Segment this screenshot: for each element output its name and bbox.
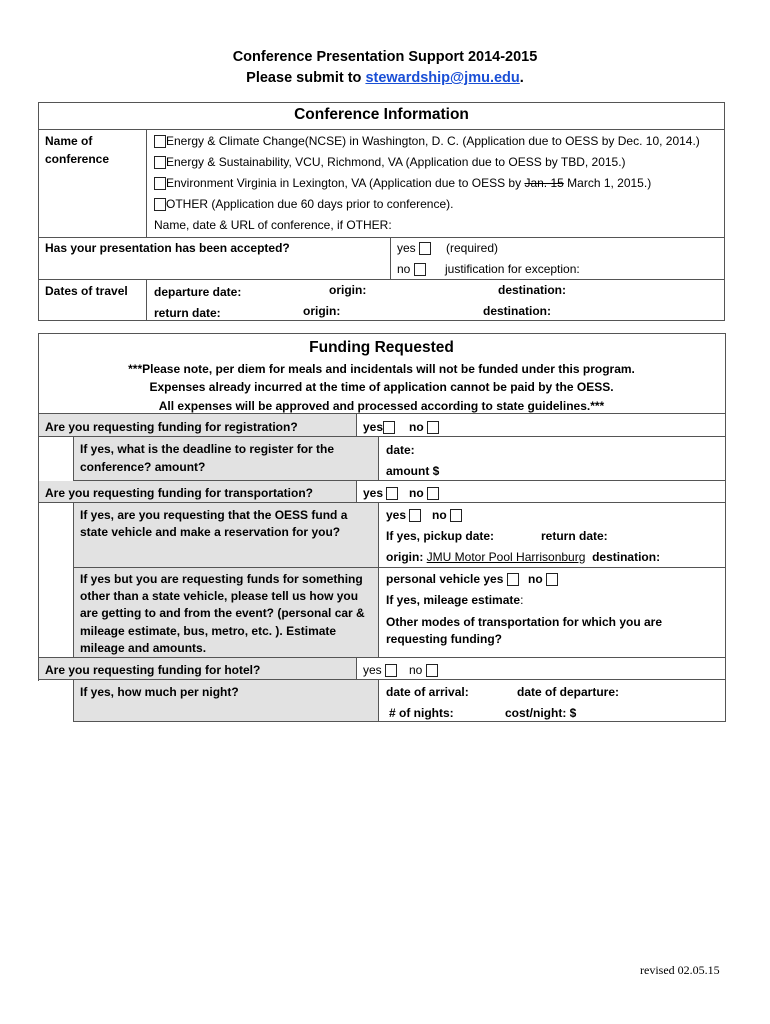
registration-no-checkbox[interactable] <box>427 421 439 434</box>
hotel-yes[interactable] <box>363 663 397 677</box>
registration-amount-label: amount $ <box>386 464 440 478</box>
funding-heading: Funding Requested <box>309 339 454 356</box>
hotel-no-label: no <box>409 663 423 677</box>
departure-destination-label: destination: <box>498 283 566 297</box>
conference-option-ncse[interactable] <box>154 134 700 148</box>
other-modes-q-1: Other modes of transportation for which you are <box>386 615 663 629</box>
return-date-label: return date: <box>154 306 221 320</box>
registration-yes-label: yes <box>363 420 384 434</box>
option-vcu-text: Energy & Sustainability, VCU, Richmond, VA (Application due to OESS by TBD, 2015.) <box>166 155 626 169</box>
hotel-per-night-q: If yes, how much per night? <box>80 685 239 699</box>
arrival-date-label: date of arrival: <box>386 685 469 699</box>
registration-no[interactable] <box>409 420 439 434</box>
registration-deadline-q-1: If yes, what is the deadline to register for the <box>80 442 335 456</box>
state-vehicle-q-1: If yes, are you requesting that the OESS fund a <box>80 508 348 522</box>
return-destination-label: destination: <box>483 304 551 318</box>
other-vehicle-q-3: are getting to and from the event? (personal car & <box>80 606 365 620</box>
registration-deadline-q-2: conference? amount? <box>80 460 206 474</box>
cost-per-night-label: cost/night: $ <box>505 706 577 720</box>
registration-no-label: no <box>409 420 424 434</box>
nights-label: # of nights: <box>389 706 454 720</box>
accepted-yes[interactable] <box>397 241 431 255</box>
checkbox-other[interactable] <box>154 198 166 211</box>
transportation-no-label: no <box>409 486 424 500</box>
submit-prefix: Please submit to <box>246 70 366 86</box>
transportation-yes-label: yes <box>363 486 384 500</box>
state-vehicle-no-label: no <box>432 508 447 522</box>
funding-note-2: Expenses already incurred at the time of application cannot be paid by the OESS. <box>149 380 614 394</box>
hotel-no[interactable] <box>409 663 438 677</box>
required-note: (required) <box>446 241 499 255</box>
registration-yes[interactable] <box>363 420 395 434</box>
form-title: Conference Presentation Support 2014-2015 <box>232 49 538 65</box>
checkbox-ncse[interactable] <box>154 135 166 148</box>
accepted-question: Has your presentation has been accepted? <box>45 241 290 255</box>
mileage-estimate-line <box>386 593 523 607</box>
personal-vehicle-no-label: no <box>528 572 543 586</box>
submit-suffix: . <box>519 70 524 86</box>
transportation-question: Are you requesting funding for transportation? <box>45 486 313 500</box>
vehicle-return-date-label: return date: <box>541 529 608 543</box>
accepted-yes-label: yes <box>397 241 416 255</box>
conference-option-env-virginia[interactable] <box>154 176 651 190</box>
departure-date-label: departure date: <box>154 285 242 299</box>
other-vehicle-q-5: mileage and amounts. <box>80 641 207 655</box>
option-env-struck-date: Jan. 15 <box>524 176 564 190</box>
name-of-conference-label-1: Name of <box>45 134 93 148</box>
accepted-no[interactable] <box>397 262 426 276</box>
registration-date-label: date: <box>386 443 415 457</box>
transportation-yes-checkbox[interactable] <box>386 487 398 500</box>
hotel-question: Are you requesting funding for hotel? <box>45 663 261 677</box>
funding-note-1: ***Please note, per diem for meals and incidentals will not be funded under this program. <box>128 362 635 376</box>
name-of-conference-label-2: conference <box>45 152 110 166</box>
transportation-yes[interactable] <box>363 486 398 500</box>
checkbox-vcu[interactable] <box>154 156 166 169</box>
pickup-date-label: If yes, pickup date: <box>386 529 495 543</box>
registration-question: Are you requesting funding for registration? <box>45 420 298 434</box>
mileage-estimate-label: If yes, mileage estimate <box>386 593 521 607</box>
hotel-yes-label: yes <box>363 663 382 677</box>
hotel-no-checkbox[interactable] <box>426 664 438 677</box>
other-vehicle-q-1: If yes but you are requesting funds for something <box>80 572 363 586</box>
state-vehicle-no-checkbox[interactable] <box>450 509 462 522</box>
personal-vehicle-label: personal vehicle yes <box>386 572 504 586</box>
other-vehicle-q-4: mileage estimate, bus, metro, etc. ). Estimate <box>80 624 337 638</box>
hotel-yes-checkbox[interactable] <box>385 664 397 677</box>
other-conference-note: Name, date & URL of conference, if OTHER: <box>154 218 392 232</box>
submit-email-link[interactable]: stewardship@jmu.edu <box>365 70 520 86</box>
funding-note-3: All expenses will be approved and processed according to state guidelines.*** <box>158 399 605 413</box>
state-vehicle-yes[interactable] <box>386 508 421 522</box>
state-vehicle-yes-checkbox[interactable] <box>409 509 421 522</box>
registration-yes-checkbox[interactable] <box>383 421 395 434</box>
mileage-colon: : <box>520 593 524 607</box>
return-origin-label: origin: <box>303 304 341 318</box>
option-env-prefix: Environment Virginia in Lexington, VA (Application due to OESS by <box>166 176 525 190</box>
state-vehicle-yes-label: yes <box>386 508 407 522</box>
accepted-no-label: no <box>397 262 411 276</box>
submit-line <box>0 70 770 86</box>
conference-info-heading: Conference Information <box>294 106 469 123</box>
accepted-no-checkbox[interactable] <box>414 263 426 276</box>
vehicle-origin-value: JMU Motor Pool Harrisonburg <box>426 550 586 564</box>
vehicle-destination-label: destination: <box>592 550 661 564</box>
conference-option-vcu[interactable] <box>154 155 626 169</box>
option-other-text: OTHER (Application due 60 days prior to conference). <box>166 197 454 211</box>
dates-of-travel-label: Dates of travel <box>45 284 128 298</box>
transportation-no[interactable] <box>409 486 439 500</box>
personal-vehicle-no-checkbox[interactable] <box>546 573 558 586</box>
personal-vehicle-no[interactable] <box>528 572 558 586</box>
other-vehicle-q-2: other than a state vehicle, please tell us how you <box>80 589 359 603</box>
personal-vehicle-yes[interactable] <box>386 572 519 586</box>
option-ncse-text: Energy & Climate Change(NCSE) in Washington, D. C. (Application due to OESS by Dec. 10, 2014.) <box>166 134 700 148</box>
checkbox-env-virginia[interactable] <box>154 177 166 190</box>
state-vehicle-no[interactable] <box>432 508 462 522</box>
other-modes-q-2: requesting funding? <box>386 632 502 646</box>
conference-option-other[interactable] <box>154 197 453 211</box>
transportation-no-checkbox[interactable] <box>427 487 439 500</box>
state-vehicle-q-2: state vehicle and make a reservation for you? <box>80 525 341 539</box>
vehicle-origin-line <box>386 550 660 564</box>
option-env-suffix: March 1, 2015.) <box>563 176 652 190</box>
vehicle-origin-label: origin: <box>386 550 424 564</box>
accepted-yes-checkbox[interactable] <box>419 242 431 255</box>
departure-date-hotel-label: date of departure: <box>517 685 620 699</box>
personal-vehicle-yes-checkbox[interactable] <box>507 573 519 586</box>
justification-note: justification for exception: <box>445 262 580 276</box>
departure-origin-label: origin: <box>329 283 367 297</box>
revised-date: revised 02.05.15 <box>640 963 720 977</box>
